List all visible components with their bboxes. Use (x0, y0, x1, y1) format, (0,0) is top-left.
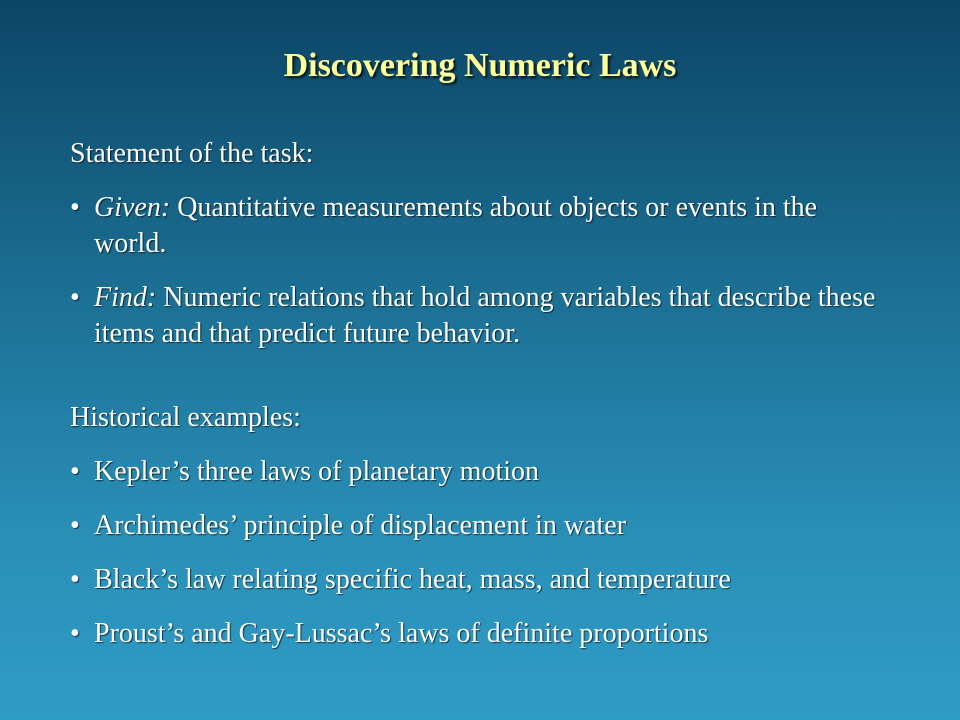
find-text: Numeric relations that hold among variables that describe these items and that predict future behavior. (94, 282, 876, 349)
find-label: Find: (94, 282, 157, 313)
example-item-proust (70, 616, 890, 652)
task-section-heading: Statement of the task: (70, 138, 314, 169)
example-text: Archimedes’ principle of displacement in water (94, 510, 627, 541)
bullet-icon: • (70, 510, 80, 541)
example-text: Kepler’s three laws of planetary motion (94, 456, 540, 487)
bullet-icon: • (70, 282, 80, 313)
bullet-icon: • (70, 564, 80, 595)
given-text: Quantitative measurements about objects or events in the world. (94, 192, 818, 259)
example-item-kepler (70, 454, 890, 490)
example-text: Proust’s and Gay-Lussac’s laws of definite proportions (94, 618, 709, 649)
bullet-icon: • (70, 192, 80, 223)
bullet-icon: • (70, 618, 80, 649)
example-text: Black’s law relating specific heat, mass, and temperature (94, 564, 731, 595)
slide-title: Discovering Numeric Laws (283, 47, 677, 84)
task-item-find (70, 280, 890, 352)
given-label: Given: (94, 192, 171, 223)
example-item-archimedes (70, 508, 890, 544)
example-item-black (70, 562, 890, 598)
task-item-given (70, 190, 890, 262)
examples-section-heading: Historical examples: (70, 402, 301, 433)
slide-content (70, 136, 890, 652)
bullet-icon: • (70, 456, 80, 487)
